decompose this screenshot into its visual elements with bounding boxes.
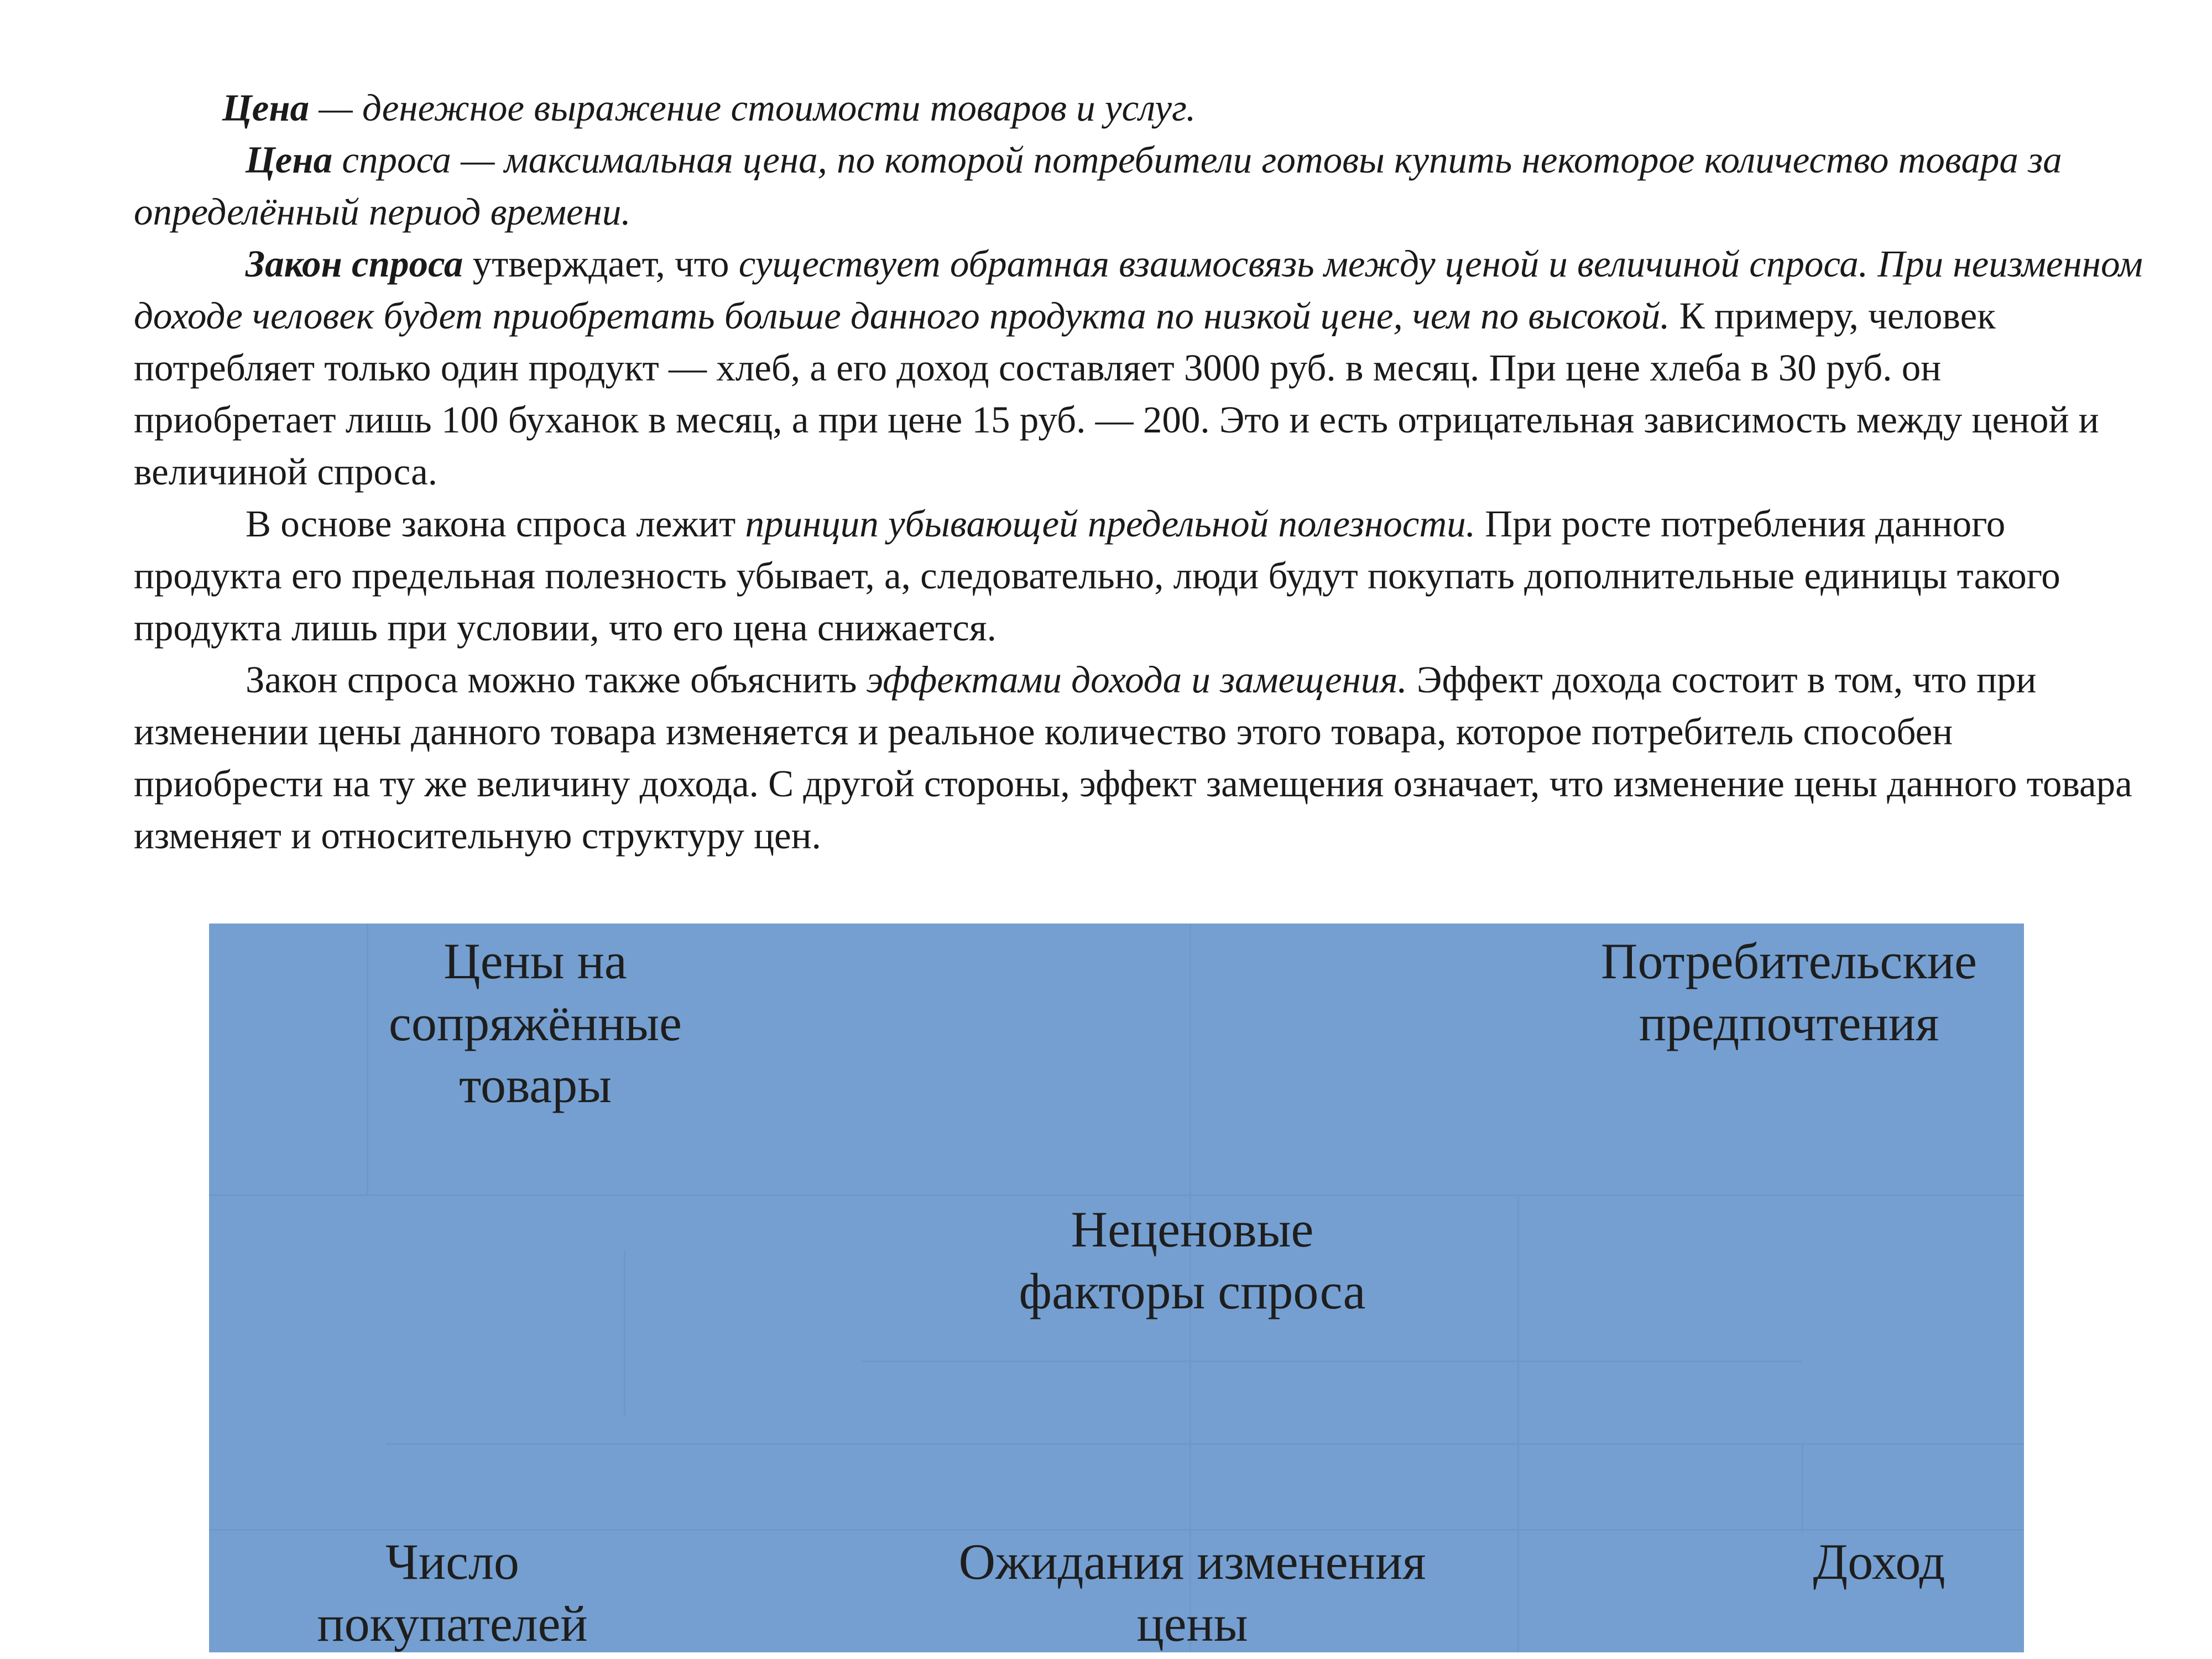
factor-income: Доход (1813, 1533, 1945, 1590)
term-law-of-demand: Закон спроса (246, 243, 463, 285)
law-of-demand-example: К примеру, человек потребляет только один продукт — хлеб, а его доход составляет 3000 руб. в месяц. При цене хлеба в 30 руб. он приобретает лишь 100 буханок в месяц, а при цене 15 руб. — 200. Это и есть отрицательная зависимость между ценой и величиной спроса. (134, 295, 2099, 493)
law-of-demand-statement: существует обратная взаимосвязь между ценой и величиной спроса. При неизменном доходе человек будет приобретать больше данного продукта по низкой цене, чем по высокой. (134, 243, 2143, 337)
definition-demand-price: спроса — максимальная цена, по которой потребители готовы купить некоторое количество товара за определённый период времени. (134, 139, 2062, 233)
definition-price: — денежное выражение стоимости товаров и услуг. (309, 87, 1196, 129)
paragraph-demand-price (134, 134, 2147, 238)
factor-consumer-preferences: Потребительские предпочтения (1601, 933, 1977, 1051)
diagram-seam (209, 1194, 2024, 1196)
nonprice-factors-center: Неценовые факторы спроса (1019, 1201, 1366, 1319)
diagram-seam (1517, 1194, 1519, 1652)
paragraph-income-substitution (134, 654, 2147, 862)
paragraph-price (134, 82, 2147, 134)
diagram-seam (1802, 1443, 1803, 1532)
income-substitution-intro: Закон спроса можно также объяснить (246, 659, 867, 701)
diagram-seam (624, 1250, 625, 1416)
definitions-text (134, 82, 2147, 862)
factor-number-of-buyers: Число покупателей (317, 1533, 588, 1652)
paragraph-marginal-utility (134, 498, 2147, 654)
factor-related-prices: Цены на сопряжённые товары (389, 933, 682, 1113)
diagram-seam (862, 1360, 1802, 1362)
diagram-seam (386, 1443, 2024, 1445)
term-demand-price: Цена (246, 139, 333, 181)
nonprice-factors-diagram (209, 924, 2024, 1652)
factor-price-expectations: Ожидания изменения цены (958, 1533, 1426, 1652)
marginal-utility-intro: В основе закона спроса лежит (246, 503, 745, 545)
marginal-utility-principle: принцип убывающей предельной полезности. (745, 503, 1476, 545)
income-substitution-effects: эффектами дохода и замещения. (866, 659, 1407, 701)
income-substitution-explanation: Эффект дохода состоит в том, что при изменении цены данного товара изменяется и реальное количество этого товара, которое потребитель способен приобрести на ту же величину дохода. С другой стороны, эффект замещения означает, что изменение цены данного товара изменяет и относительную структуру цен. (134, 659, 2132, 857)
marginal-utility-explanation: При росте потребления данного продукта его предельная полезность убывает, а, следовательно, люди будут покупать дополнительные единицы такого продукта лишь при условии, что его цена снижается. (134, 503, 2060, 649)
paragraph-law-of-demand (134, 238, 2147, 498)
law-of-demand-intro: утверждает, что (463, 243, 739, 285)
diagram-seam (367, 924, 368, 1194)
term-price: Цена (222, 87, 310, 129)
